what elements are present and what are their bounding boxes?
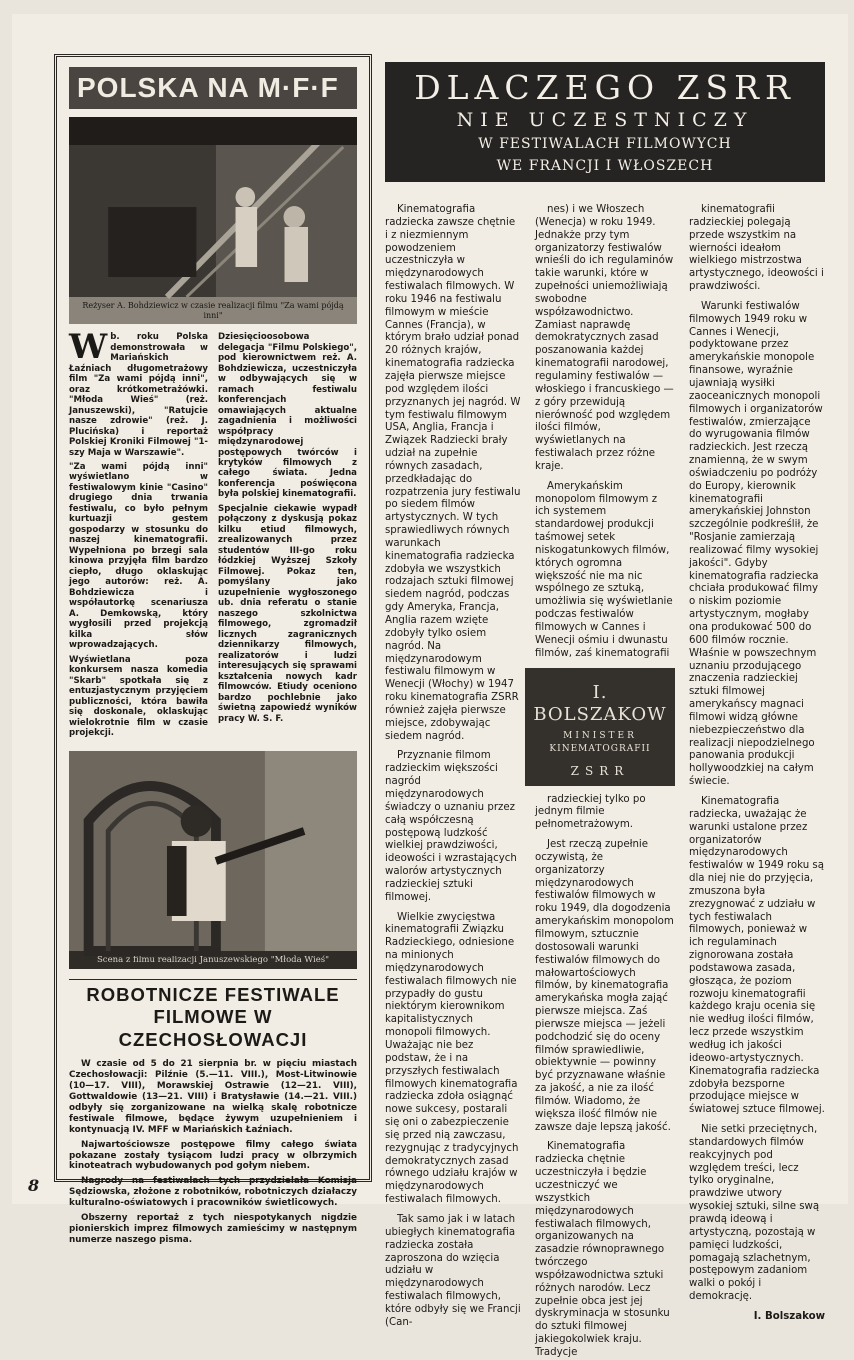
paragraph: nes) i we Włoszech (Wenecja) w roku 1949. Jednakże przy tym organizatorzy festiwalów wnieśli do ich regulaminów takie warunki, które w zupełności uniemożliwiają swobodne współzawodnictwo. Zamiast naprawdę demokratycznych zasad poszanowania każdej kinematografii narodowej, regulaminy festiwalów — włoskiego i francuskiego — z góry przewidują nierówność pod względem ilości filmów, wyświetlanych na festiwalach przez różne kraje. <box>535 204 674 472</box>
photo1-caption: Reżyser A. Bohdziewicz w czasie realizacji filmu "Za wami pójdą inni" <box>69 297 357 324</box>
paragraph: Amerykańskim monopolom filmowym z ich systemem standardowej produkcji taśmowej setek niskogatunkowych filmów, których ogromna większość nie ma nic wspólnego ze sztuką, umożliwia się wyświetlanie podczas festiwalów filmowych w Cannes i Wenecji ośmiu i dwunastu filmów, zaś kinematografii <box>535 480 673 659</box>
mff-report-col-b <box>218 332 357 742</box>
article-title-block <box>385 62 825 182</box>
paragraph: Jest rzeczą zupełnie oczywistą, że organizatorzy międzynarodowych festiwalów filmowych w roku 1949, dla dogodzenia amerykańskim monopolom filmowym, sztucznie dostosowali warunki festiwalów filmowych do małowartościowych filmów, by kinematografia amerykańska mogła zająć pierwsze miejsca. Zaś pierwsze miejsca — jeżeli podchodzić się do oceny filmów sprawiedliwie, obiektywnie — powinny być przyznawane właśnie za jakość, a nie za ilość filmów. Wiadomo, że większa ilość filmów nie zawsze daje lepszą jakość. <box>535 839 674 1133</box>
title-line-1: DLACZEGO ZSRR <box>414 68 796 107</box>
page-number: 8 <box>28 1176 40 1195</box>
article-col-2 <box>533 204 675 1358</box>
magazine-page <box>12 14 848 1358</box>
photo-director-on-set <box>69 117 357 297</box>
paragraph: Tak samo jak i w latach ubiegłych kinematografia radziecka została zaproszona do wzięcia udziału w międzynarodowych festiwalach filmowych, które odbyły się we Francji (Can- <box>385 1213 521 1328</box>
minister-name-box <box>525 668 675 786</box>
section-header: POLSKA NA M·F·F <box>69 67 357 109</box>
minister-name: I. BOLSZAKOW <box>533 681 667 726</box>
robotnicze-festiwale-body <box>69 1059 357 1246</box>
photo2-caption: Scena z filmu realizacji Januszewskiego "Młoda Wieś" <box>69 951 357 969</box>
mff-report <box>69 327 357 742</box>
paragraph: Nie setki przeciętnych, standardowych filmów reakcyjnych pod względem treści, lecz tylko oryginalne, prawdziwe utwory wysokiej sztuki, silne swą prawdą ideową i artystyczną, pozostają w pamięci ludzkości, pomagają szlachetnym, postępowym zadaniom walki o pokój i demokrację. <box>689 1124 820 1303</box>
minister-role-2: KINEMATOGRAFII <box>549 744 651 755</box>
minister-role-1: MINISTER <box>563 730 637 741</box>
paragraph: Dziesięcioosobowa delegacja "Filmu Polskiego", pod kierownictwem reż. A. Bohdziewicza, uczestniczyła w odbywających się w ramach festiwalu konferencjach omawiających aktualne zagadnienia i możliwości współpracy międzynarodowej postępowych twórców i krytyków filmowych z całego świata. Jedna konferencja poświęcona była polskiej kinematografii. <box>218 332 357 500</box>
paragraph: Obszerny reportaż z tych niespotykanych nigdzie pionierskich imprez filmowych zamieścimy w następnym numerze naszego pisma. <box>69 1213 357 1245</box>
article-col-3 <box>689 204 825 1322</box>
paragraph: Najwartościowsze postępowe filmy całego świata pokazane zostały tysiącom ludzi pracy w olbrzymich kinoteatrach wybudowanych pod gołym niebem. <box>69 1139 357 1172</box>
paragraph: W czasie od 5 do 21 sierpnia br. w pięciu miastach Czechosłowacji: Pilźnie (5.—11. VIII.), Most-Litwinowie (10—17. VIII), Morawskiej Ostrawie (12—21. VIII), Gottwaldowie (13—21. VIII) i Bratysławie (14.—21. VIII.) odbyły się zorganizowane na wielką skalę robotnicze festiwale filmowe, będące żywym uzupełnieniem i kontynuacją IV. MFF w Mariańskich Łaźniach. <box>69 1059 357 1135</box>
title-line-2: NIE UCZESTNICZY <box>456 109 754 131</box>
title-line-3: W FESTIWALACH FILMOWYCH <box>478 136 732 152</box>
minister-role-3: ZSRR <box>570 763 630 778</box>
title-line-4: WE FRANCJI I WŁOSZECH <box>496 158 714 175</box>
mff-report-col-a <box>69 327 208 742</box>
photo-mloda-wies-scene <box>69 751 357 951</box>
polska-na-mff-box <box>54 54 372 1245</box>
paragraph: Wielkie zwycięstwa kinematografii Związku Radzieckiego, odniesione na minionych międzynarodowych festiwalach filmowych nie przypadły do gustu niektórym kierownikom kapitalistycznych monopoli filmowych. Uważając nie bez podstaw, że i na przyszłych festiwalach filmowych kinematografia radziecka zdoła osiągnąć nowe sukcesy, postarali się oni o zabezpieczenie się przed nią zawczasu, rezygnując z tradycyjnych demokratycznych zasad równego udziału krajów w międzynarodowych festiwalach filmowych. <box>385 911 519 1206</box>
robotnicze-festiwale-title: ROBOTNICZE FESTIWALE FILMOWE W CZECHOSŁOWACJI <box>69 979 357 1052</box>
paragraph: kinematografii radzieckiej polegają przede wszystkim na wierności ideałom wielkiego mistrzostwa artystycznego, ideowości i prawdziwości. <box>689 204 824 293</box>
paragraph: Kinematografia radziecka chętnie uczestniczyła i będzie uczestniczyć we wszystkich międzynarodowych festiwalach filmowych, organizowanych na zasadzie równoprawnego twórczego współzawodnictwa sztuki różnych narodów. Lecz zupełnie obca jest jej dyskryminacja w stosunku do sztuki filmowej jakiegokolwiek kraju. Tradycje <box>535 1141 670 1358</box>
paragraph: Specjalnie ciekawie wypadł połączony z dyskusją pokaz kilku etiud filmowych, zrealizowanych przez studentów III-go roku łódzkiej Wyższej Szkoły Filmowej. Pokaz ten, pomyślany jako uzupełnienie wygłoszonego ub. dnia referatu o stanie naszego szkolnictwa filmowego, zgromadził licznych zagranicznych dziennikarzy filmowych, realizatorów i ludzi interesujących się sprawami kształcenia nowych kadr filmowców. Etiudy oceniono bardzo pochlebnie jako świetną zapowiedź wyników pracy W. S. F. <box>218 503 357 724</box>
paragraph: Przyznanie filmom radzieckim większości nagród międzynarodowych świadczy o uznaniu przez całą współczesną postępową ludzkość wielkiej prawdziwości, ideowości i wzrastających walorów artystycznych radzieckiej sztuki filmowej. <box>385 750 517 903</box>
paragraph: Wyświetlana poza konkursem nasza komedia "Skarb" spotkała się z entuzjastycznym przyjęciem publiczności, która bawiła się doskonale, oklaskując wielokrotnie film w czasie projekcji. <box>69 654 208 739</box>
article-col-1 <box>385 204 521 1328</box>
article-body <box>385 204 825 1358</box>
dropcap-w: W <box>69 327 108 368</box>
paragraph: Kinematografia radziecka zawsze chętnie i z niezmiennym powodzeniem uczestniczyła w międzynarodowych festiwalach filmowych. W roku 1946 na festiwalu filmowym w mieście Cannes (Francja), w którym brało udział ponad 20 różnych krajów, kinematografia radziecka zajęła pierwsze miejsce pod względem ilości przyznanych jej nagród. W tym festiwalu filmowym USA, Anglia, Francja i Związek Radziecki brały udział na zupełnie równych zasadach, przedkładając do rozpatrzenia jury festiwalu po siedem filmów artystycznych. W tych sprawiedliwych równych warunkach kinematografia radziecka zdobyła we wszystkich rodzajach sztuki filmowej siedem nagród, podczas gdy Ameryka, Francja, Anglia razem wzięte zdobyły tylko osiem nagród. Na międzynarodowym festiwalu filmowym w Wenecji (Włochy) w 1947 roku kinematografia ZSRR również zajęła pierwsze miejsce, zdobywając siedem nagród. <box>385 204 521 742</box>
paragraph: b. roku Polska demonstrowała w Mariańskich Łaźniach długometrażowy film "Za wami pójdą inni", oraz krótkometrażówki. "Młoda Wieś" (reż. Januszewski), "Ratujcie nasze zdrowie" (reż. J. Plucińska) i reportaż Polskiej Kroniki Filmowej "1-szy Maja w Warszawie". <box>69 332 208 458</box>
author-signature: I. Bolszakow <box>753 1310 825 1322</box>
paragraph: "Za wami pójdą inni" wyświetlano w festiwalowym kinie "Casino" drugiego dnia trwania festiwalu, co było pełnym kurtuazji gestem gospodarzy w stosunku do naszej kinematografii. Wypełniona po brzegi sala kinowa przyjęła film bardzo ciepło, długo oklaskując jego autorów: reż. A. Bohdziewicza i współautorkę scenariusza A. Demkowską, który wygłosili przed projekcją kilka słów wprowadzających. <box>69 462 208 651</box>
paragraph: Warunki festiwalów filmowych 1949 roku w Cannes i Wenecji, podyktowane przez amerykańskie monopole finansowe, wyraźnie ujawniają wysiłki zaoceanicznych monopoli filmowych i organizatorów festiwalów, zmierzające do wyrugowania filmów radzieckich. Jest rzeczą znamienną, że w swym oświadczeniu po podróży do Europy, kierownik kinematografii amerykańskiej Johnston szczególnie podkreślił, że "Rosjanie zamierzają realizować filmy wysokiej jakości". Gdyby kinematografia radziecka chciała produkować filmy o niskim poziomie artystycznym, mogłaby ona produkować 500 do 600 filmów rocznie. Właśnie w powszechnym uznaniu przodującego znaczenia radzieckiej sztuki filmowej amerykańscy magnaci filmowi widzą główne niebezpieczeństwo dla realizacji niepodzielnego panowania produkcji hollywoodzkiej na całym świecie. <box>689 300 823 788</box>
paragraph: Nagrody na festiwalach tych przydzielała Komisja Sędziowska, złożone z robotników, robotniczych działaczy kulturalno-oświatowych i pracowników świetlicowych. <box>69 1176 357 1209</box>
paragraph: radzieckiej tylko po jednym filmie pełnometrażowym. <box>535 793 646 831</box>
paragraph: Kinematografia radziecka, uważając że warunki ustalone przez organizatorów międzynarodowych festiwalów w 1949 roku są dla niej nie do przyjęcia, zmuszona była zrezygnować z udziału w tych festiwalach filmowych, ponieważ w ich regulaminach zignorowana została podstawowa zasada, głosząca, że poziom rozwoju kinematografii każdego kraju ocenia się nie według ilości filmów, lecz przede wszystkim według ich jakości ideowo-artystycznych. Kinematografia radziecka zdobyła bezsporne przodujące miejsce w światowej sztuce filmowej. <box>689 795 825 1116</box>
